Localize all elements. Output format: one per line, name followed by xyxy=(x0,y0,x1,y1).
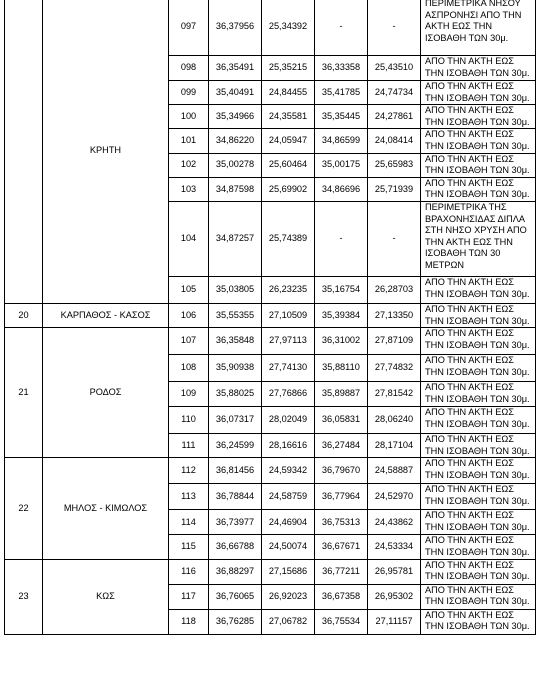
end-latitude-cell: 35,16754 xyxy=(315,276,368,303)
region-name-cell: ΚΡΗΤΗ xyxy=(43,0,169,303)
start-longitude-cell: 25,35215 xyxy=(262,56,315,81)
end-latitude-cell: 36,79670 xyxy=(315,458,368,484)
zone-description-cell: ΑΠΟ ΤΗΝ ΑΚΤΗ ΕΩΣ ΤΗΝ ΙΣΟΒΑΘΗ ΤΩΝ 30μ. xyxy=(421,355,536,382)
zone-description-cell: ΑΠΟ ΤΗΝ ΑΚΤΗ ΕΩΣ ΤΗΝ ΙΣΟΒΑΘΗ ΤΩΝ 30μ. xyxy=(421,434,536,458)
end-latitude-cell: 35,00175 xyxy=(315,153,368,177)
zone-code-cell: 115 xyxy=(169,535,209,559)
start-longitude-cell: 27,15686 xyxy=(262,559,315,584)
start-longitude-cell: 24,46904 xyxy=(262,510,315,535)
start-latitude-cell: 35,55355 xyxy=(209,303,262,327)
end-latitude-cell: 36,31002 xyxy=(315,328,368,355)
start-longitude-cell: 26,23235 xyxy=(262,276,315,303)
end-longitude-cell: 26,95302 xyxy=(368,584,421,609)
zone-code-cell: 111 xyxy=(169,434,209,458)
region-name-cell: ΜΗΛΟΣ - ΚΙΜΩΛΟΣ xyxy=(43,458,169,559)
zone-description-cell: ΑΠΟ ΤΗΝ ΑΚΤΗ ΕΩΣ ΤΗΝ ΙΣΟΒΑΘΗ ΤΩΝ 30μ. xyxy=(421,510,536,535)
end-longitude-cell: 25,65983 xyxy=(368,153,421,177)
start-latitude-cell: 36,35848 xyxy=(209,328,262,355)
start-longitude-cell: 27,74130 xyxy=(262,355,315,382)
start-latitude-cell: 36,73977 xyxy=(209,510,262,535)
zone-description-cell: ΑΠΟ ΤΗΝ ΑΚΤΗ ΕΩΣ ΤΗΝ ΙΣΟΒΑΘΗ ΤΩΝ 30μ. xyxy=(421,484,536,510)
end-latitude-cell: 36,05831 xyxy=(315,407,368,434)
end-latitude-cell: 35,41785 xyxy=(315,81,368,105)
start-latitude-cell: 36,76285 xyxy=(209,609,262,634)
group-number-cell: 20 xyxy=(5,303,43,327)
zone-description-cell: ΑΠΟ ΤΗΝ ΑΚΤΗ ΕΩΣ ΤΗΝ ΙΣΟΒΑΘΗ ΤΩΝ 30μ. xyxy=(421,584,536,609)
zone-code-cell: 099 xyxy=(169,81,209,105)
start-latitude-cell: 35,00278 xyxy=(209,153,262,177)
zone-code-cell: 113 xyxy=(169,484,209,510)
end-longitude-cell: 24,74734 xyxy=(368,81,421,105)
start-latitude-cell: 35,34966 xyxy=(209,105,262,129)
start-longitude-cell: 27,76866 xyxy=(262,382,315,407)
start-longitude-cell: 25,74389 xyxy=(262,201,315,276)
end-latitude-cell: 36,75313 xyxy=(315,510,368,535)
region-name-cell: ΚΩΣ xyxy=(43,559,169,634)
zone-description-cell: ΑΠΟ ΤΗΝ ΑΚΤΗ ΕΩΣ ΤΗΝ ΙΣΟΒΑΘΗ ΤΩΝ 30μ. xyxy=(421,276,536,303)
group-number-cell xyxy=(5,0,43,303)
zone-code-cell: 109 xyxy=(169,382,209,407)
zone-code-cell: 103 xyxy=(169,177,209,201)
table-body xyxy=(5,0,536,634)
end-longitude-cell: 27,13350 xyxy=(368,303,421,327)
zone-code-cell: 110 xyxy=(169,407,209,434)
zone-code-cell: 107 xyxy=(169,328,209,355)
zone-description-cell: ΑΠΟ ΤΗΝ ΑΚΤΗ ΕΩΣ ΤΗΝ ΙΣΟΒΑΘΗ ΤΩΝ 30μ. xyxy=(421,458,536,484)
end-longitude-cell: 28,17104 xyxy=(368,434,421,458)
group-number-cell: 21 xyxy=(5,328,43,458)
end-longitude-cell: 24,27861 xyxy=(368,105,421,129)
zone-description-cell: ΑΠΟ ΤΗΝ ΑΚΤΗ ΕΩΣ ΤΗΝ ΙΣΟΒΑΘΗ ΤΩΝ 30μ. xyxy=(421,129,536,153)
end-latitude-cell: 35,35445 xyxy=(315,105,368,129)
start-longitude-cell: 25,34392 xyxy=(262,0,315,56)
end-longitude-cell: 24,52970 xyxy=(368,484,421,510)
start-longitude-cell: 24,05947 xyxy=(262,129,315,153)
table-row xyxy=(5,303,536,327)
start-longitude-cell: 28,16616 xyxy=(262,434,315,458)
zone-code-cell: 118 xyxy=(169,609,209,634)
end-latitude-cell: 36,33358 xyxy=(315,56,368,81)
end-latitude-cell: 34,86696 xyxy=(315,177,368,201)
start-latitude-cell: 34,87257 xyxy=(209,201,262,276)
start-longitude-cell: 24,84455 xyxy=(262,81,315,105)
end-latitude-cell: 36,67358 xyxy=(315,584,368,609)
end-longitude-cell: 27,87109 xyxy=(368,328,421,355)
end-latitude-cell: 36,77211 xyxy=(315,559,368,584)
end-latitude-cell: 35,88110 xyxy=(315,355,368,382)
end-longitude-cell: 28,06240 xyxy=(368,407,421,434)
zone-description-cell: ΠΕΡΙΜΕΤΡΙΚΑ ΝΗΣΟΥ ΑΣΠΡΟΝΗΣΙ ΑΠΟ ΤΗΝ ΑΚΤΗ ΕΩΣ ΤΗΝ ΙΣΟΒΑΘΗ ΤΩΝ 30μ. xyxy=(421,0,536,56)
end-longitude-cell: - xyxy=(368,201,421,276)
end-longitude-cell: 24,43862 xyxy=(368,510,421,535)
zone-code-cell: 097 xyxy=(169,0,209,56)
start-latitude-cell: 35,88025 xyxy=(209,382,262,407)
start-longitude-cell: 24,35581 xyxy=(262,105,315,129)
start-latitude-cell: 36,76065 xyxy=(209,584,262,609)
start-longitude-cell: 27,97113 xyxy=(262,328,315,355)
start-latitude-cell: 36,66788 xyxy=(209,535,262,559)
end-latitude-cell: - xyxy=(315,0,368,56)
zone-code-cell: 112 xyxy=(169,458,209,484)
start-latitude-cell: 34,86220 xyxy=(209,129,262,153)
end-latitude-cell: 34,86599 xyxy=(315,129,368,153)
group-number-cell: 22 xyxy=(5,458,43,559)
end-longitude-cell: 24,58887 xyxy=(368,458,421,484)
start-longitude-cell: 26,92023 xyxy=(262,584,315,609)
zone-description-cell: ΑΠΟ ΤΗΝ ΑΚΤΗ ΕΩΣ ΤΗΝ ΙΣΟΒΑΘΗ ΤΩΝ 30μ. xyxy=(421,559,536,584)
start-latitude-cell: 35,90938 xyxy=(209,355,262,382)
end-longitude-cell: 25,43510 xyxy=(368,56,421,81)
start-latitude-cell: 36,78844 xyxy=(209,484,262,510)
zone-code-cell: 108 xyxy=(169,355,209,382)
end-longitude-cell: 25,71939 xyxy=(368,177,421,201)
end-latitude-cell: - xyxy=(315,201,368,276)
start-latitude-cell: 36,81456 xyxy=(209,458,262,484)
end-latitude-cell: 36,27484 xyxy=(315,434,368,458)
zone-code-cell: 106 xyxy=(169,303,209,327)
zone-code-cell: 104 xyxy=(169,201,209,276)
end-latitude-cell: 36,77964 xyxy=(315,484,368,510)
start-latitude-cell: 36,35491 xyxy=(209,56,262,81)
zone-description-cell: ΑΠΟ ΤΗΝ ΑΚΤΗ ΕΩΣ ΤΗΝ ΙΣΟΒΑΘΗ ΤΩΝ 30μ. xyxy=(421,407,536,434)
zone-code-cell: 100 xyxy=(169,105,209,129)
end-longitude-cell: - xyxy=(368,0,421,56)
start-latitude-cell: 34,87598 xyxy=(209,177,262,201)
zone-description-cell: ΑΠΟ ΤΗΝ ΑΚΤΗ ΕΩΣ ΤΗΝ ΙΣΟΒΑΘΗ ΤΩΝ 30μ. xyxy=(421,609,536,634)
end-latitude-cell: 35,39384 xyxy=(315,303,368,327)
start-latitude-cell: 36,88297 xyxy=(209,559,262,584)
end-longitude-cell: 27,74832 xyxy=(368,355,421,382)
zone-description-cell: ΑΠΟ ΤΗΝ ΑΚΤΗ ΕΩΣ ΤΗΝ ΙΣΟΒΑΘΗ ΤΩΝ 30μ. xyxy=(421,56,536,81)
table-row xyxy=(5,458,536,484)
end-longitude-cell: 26,95781 xyxy=(368,559,421,584)
end-longitude-cell: 24,53334 xyxy=(368,535,421,559)
region-name-cell: ΡΟΔΟΣ xyxy=(43,328,169,458)
region-name-cell: ΚΑΡΠΑΘΟΣ - ΚΑΣΟΣ xyxy=(43,303,169,327)
start-longitude-cell: 28,02049 xyxy=(262,407,315,434)
zone-code-cell: 116 xyxy=(169,559,209,584)
zone-description-cell: ΠΕΡΙΜΕΤΡΙΚΑ ΤΗΣ ΒΡΑΧΟΝΗΣΙΔΑΣ ΔΙΠΛΑ ΣΤΗ ΝΗΣΟ ΧΡΥΣΗ ΑΠΟ ΤΗΝ ΑΚΤΗ ΕΩΣ ΤΗΝ ΙΣΟΒΑΘΗ ΤΩΝ 30 ΜΕΤΡΩΝ xyxy=(421,201,536,276)
zone-code-cell: 101 xyxy=(169,129,209,153)
group-number-cell: 23 xyxy=(5,559,43,634)
end-latitude-cell: 35,89887 xyxy=(315,382,368,407)
end-longitude-cell: 27,11157 xyxy=(368,609,421,634)
start-longitude-cell: 27,10509 xyxy=(262,303,315,327)
zone-description-cell: ΑΠΟ ΤΗΝ ΑΚΤΗ ΕΩΣ ΤΗΝ ΙΣΟΒΑΘΗ ΤΩΝ 30μ. xyxy=(421,81,536,105)
table-row xyxy=(5,328,536,355)
start-longitude-cell: 24,58759 xyxy=(262,484,315,510)
start-latitude-cell: 35,03805 xyxy=(209,276,262,303)
zone-code-cell: 105 xyxy=(169,276,209,303)
end-longitude-cell: 27,81542 xyxy=(368,382,421,407)
end-longitude-cell: 26,28703 xyxy=(368,276,421,303)
start-latitude-cell: 36,37956 xyxy=(209,0,262,56)
end-longitude-cell: 24,08414 xyxy=(368,129,421,153)
start-longitude-cell: 24,50074 xyxy=(262,535,315,559)
zone-code-cell: 117 xyxy=(169,584,209,609)
zone-description-cell: ΑΠΟ ΤΗΝ ΑΚΤΗ ΕΩΣ ΤΗΝ ΙΣΟΒΑΘΗ ΤΩΝ 30μ. xyxy=(421,105,536,129)
start-longitude-cell: 24,59342 xyxy=(262,458,315,484)
zone-description-cell: ΑΠΟ ΤΗΝ ΑΚΤΗ ΕΩΣ ΤΗΝ ΙΣΟΒΑΘΗ ΤΩΝ 30μ. xyxy=(421,328,536,355)
zone-code-cell: 114 xyxy=(169,510,209,535)
start-longitude-cell: 27,06782 xyxy=(262,609,315,634)
end-latitude-cell: 36,75534 xyxy=(315,609,368,634)
zone-description-cell: ΑΠΟ ΤΗΝ ΑΚΤΗ ΕΩΣ ΤΗΝ ΙΣΟΒΑΘΗ ΤΩΝ 30μ. xyxy=(421,177,536,201)
zone-description-cell: ΑΠΟ ΤΗΝ ΑΚΤΗ ΕΩΣ ΤΗΝ ΙΣΟΒΑΘΗ ΤΩΝ 30μ. xyxy=(421,153,536,177)
table-row xyxy=(5,559,536,584)
zone-code-cell: 102 xyxy=(169,153,209,177)
start-longitude-cell: 25,69902 xyxy=(262,177,315,201)
start-latitude-cell: 36,24599 xyxy=(209,434,262,458)
zone-description-cell: ΑΠΟ ΤΗΝ ΑΚΤΗ ΕΩΣ ΤΗΝ ΙΣΟΒΑΘΗ ΤΩΝ 30μ. xyxy=(421,535,536,559)
start-latitude-cell: 36,07317 xyxy=(209,407,262,434)
zone-description-cell: ΑΠΟ ΤΗΝ ΑΚΤΗ ΕΩΣ ΤΗΝ ΙΣΟΒΑΘΗ ΤΩΝ 30μ. xyxy=(421,303,536,327)
start-longitude-cell: 25,60464 xyxy=(262,153,315,177)
table-row xyxy=(5,0,536,56)
start-latitude-cell: 35,40491 xyxy=(209,81,262,105)
end-latitude-cell: 36,67671 xyxy=(315,535,368,559)
coastal-zones-table xyxy=(4,0,536,635)
zone-description-cell: ΑΠΟ ΤΗΝ ΑΚΤΗ ΕΩΣ ΤΗΝ ΙΣΟΒΑΘΗ ΤΩΝ 30μ. xyxy=(421,382,536,407)
zone-code-cell: 098 xyxy=(169,56,209,81)
